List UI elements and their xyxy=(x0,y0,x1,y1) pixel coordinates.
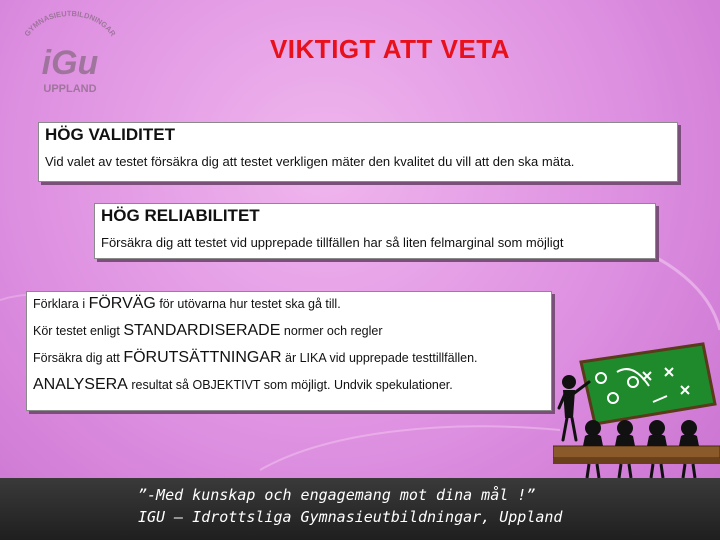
list-item: Kör testet enligt STANDARDISERADE normer och regler xyxy=(33,322,383,339)
footer-slogan: ”-Med kunskap och engagemang mot dina mål !” xyxy=(138,486,536,504)
validity-text: Vid valet av testet försäkra dig att testet verkligen mäter den kvalitet du vill att den ska mäta. xyxy=(45,154,575,169)
reliability-heading: HÖG RELIABILITET xyxy=(101,206,260,225)
svg-text:GYMNASIEUTBILDNINGAR: GYMNASIEUTBILDNINGAR xyxy=(22,10,118,38)
classroom-chalkboard-illustration xyxy=(553,342,720,482)
list-item: ANALYSERA resultat så OBJEKTIVT som möjligt. Undvik spekulationer. xyxy=(33,376,453,393)
footer-org-name: IGU – Idrottsliga Gymnasieutbildningar, Uppland xyxy=(138,508,563,526)
reliability-box xyxy=(94,203,656,259)
logo-bottom-text: UPPLAND xyxy=(43,83,97,95)
validity-heading: HÖG VALIDITET xyxy=(45,125,176,144)
reliability-text: Försäkra dig att testet vid upprepade tillfällen har så liten felmarginal som möjligt xyxy=(101,235,564,250)
slide-title: VIKTIGT ATT VETA xyxy=(269,34,511,64)
list-item: Försäkra dig att FÖRUTSÄTTNINGAR är LIKA vid upprepade testtillfällen. xyxy=(33,349,478,366)
igu-logo xyxy=(14,10,126,98)
footer-text xyxy=(138,484,562,528)
list-item: Förklara i FÖRVÄG för utövarna hur testet ska gå till. xyxy=(33,295,341,312)
logo-letters: iGu xyxy=(41,44,99,82)
instructions-box xyxy=(26,291,552,411)
validity-box xyxy=(38,122,678,182)
